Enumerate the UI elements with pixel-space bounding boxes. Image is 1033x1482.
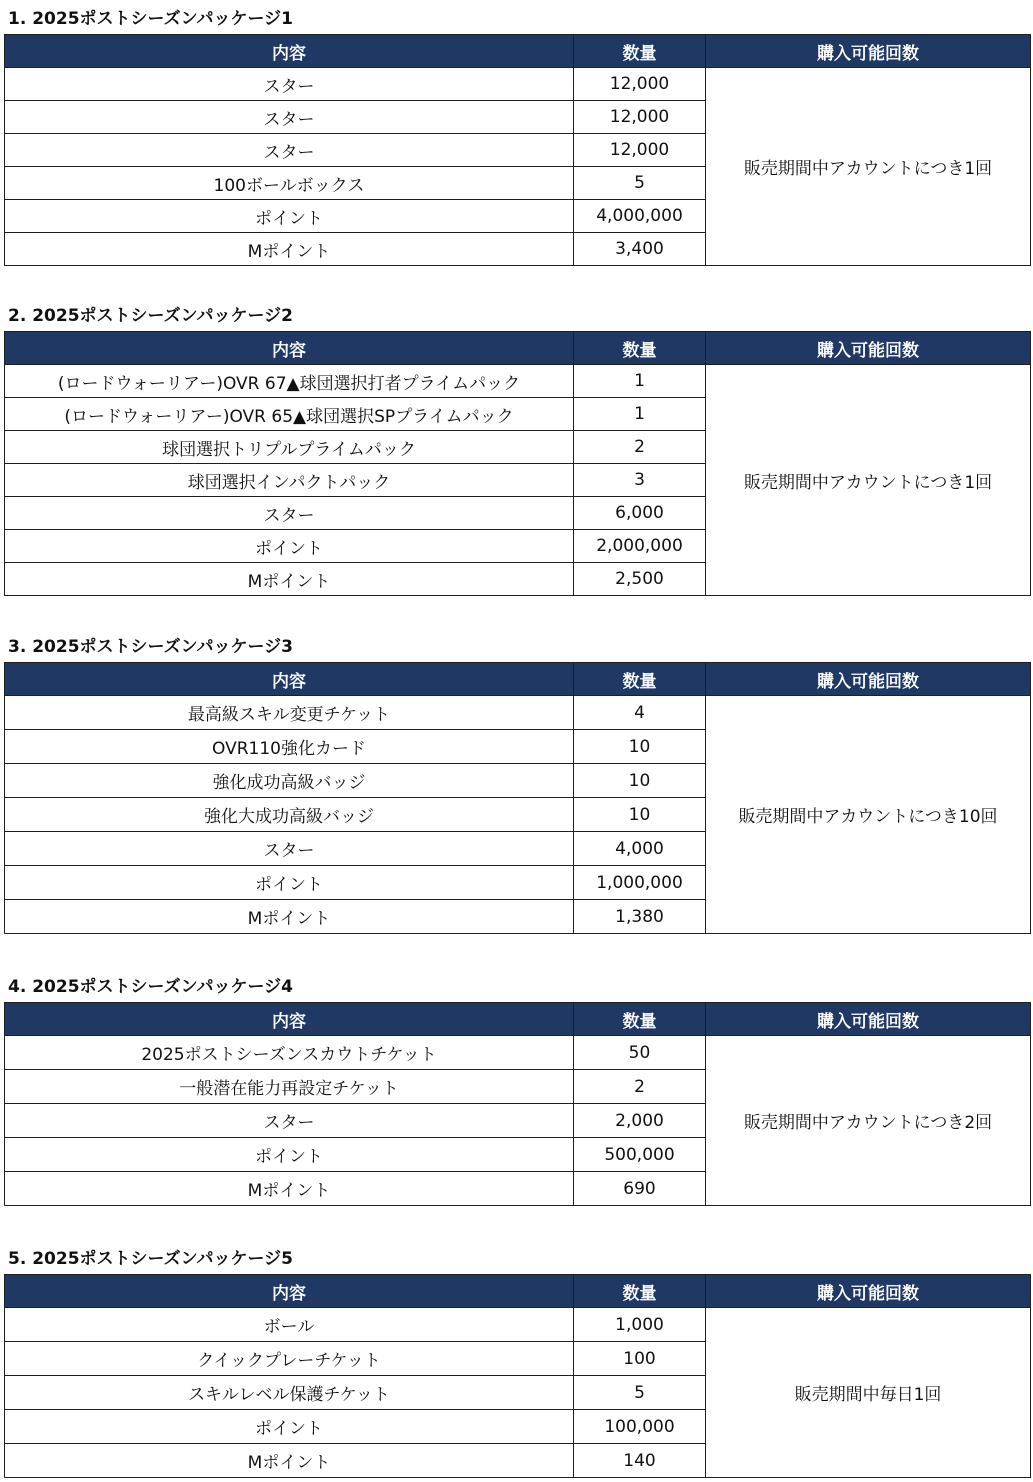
item-content: ボール (5, 1308, 574, 1342)
package-table (4, 1002, 1031, 1206)
header-row (5, 35, 1031, 68)
item-quantity: 100,000 (574, 1410, 706, 1444)
item-content: ポイント (5, 1138, 574, 1172)
item-quantity: 10 (574, 730, 706, 764)
table-row (5, 696, 1031, 730)
table-row (5, 365, 1031, 398)
header-quantity: 数量 (574, 1003, 706, 1036)
package-title: 2. 2025ポストシーズンパッケージ2 (8, 306, 293, 326)
table-row (5, 68, 1031, 101)
item-content: Mポイント (5, 563, 574, 596)
header-limit: 購入可能回数 (706, 1003, 1031, 1036)
package-title: 4. 2025ポストシーズンパッケージ4 (8, 977, 293, 997)
item-quantity: 4 (574, 696, 706, 730)
header-row (5, 663, 1031, 696)
item-quantity: 12,000 (574, 101, 706, 134)
item-quantity: 1 (574, 398, 706, 431)
package-table (4, 662, 1031, 934)
item-content: スター (5, 134, 574, 167)
item-quantity: 1,380 (574, 900, 706, 934)
item-content: ポイント (5, 530, 574, 563)
item-content: スター (5, 497, 574, 530)
item-quantity: 4,000,000 (574, 200, 706, 233)
package-title: 3. 2025ポストシーズンパッケージ3 (8, 637, 293, 657)
item-quantity: 2 (574, 1070, 706, 1104)
item-content: スキルレベル保護チケット (5, 1376, 574, 1410)
header-quantity: 数量 (574, 663, 706, 696)
package-section (4, 1244, 1030, 1478)
item-content: 強化大成功高級バッジ (5, 798, 574, 832)
package-title: 5. 2025ポストシーズンパッケージ5 (8, 1249, 293, 1269)
purchase-limit: 販売期間中アカウントにつき2回 (706, 1036, 1031, 1206)
item-quantity: 3,400 (574, 233, 706, 266)
package-section (4, 972, 1030, 1206)
header-content: 内容 (5, 332, 574, 365)
item-content: スター (5, 1104, 574, 1138)
item-quantity: 6,000 (574, 497, 706, 530)
item-quantity: 12,000 (574, 134, 706, 167)
item-content: ポイント (5, 1410, 574, 1444)
item-quantity: 10 (574, 764, 706, 798)
item-content: 2025ポストシーズンスカウトチケット (5, 1036, 574, 1070)
item-content: Mポイント (5, 900, 574, 934)
package-title: 1. 2025ポストシーズンパッケージ1 (8, 9, 293, 29)
package-section (4, 632, 1030, 934)
table-row (5, 1308, 1031, 1342)
item-content: スター (5, 101, 574, 134)
item-content: スター (5, 68, 574, 101)
purchase-limit: 販売期間中アカウントにつき1回 (706, 365, 1031, 596)
header-row (5, 1003, 1031, 1036)
item-quantity: 2,500 (574, 563, 706, 596)
item-content: 球団選択インパクトパック (5, 464, 574, 497)
item-content: Mポイント (5, 1444, 574, 1478)
item-quantity: 10 (574, 798, 706, 832)
header-row (5, 1275, 1031, 1308)
header-limit: 購入可能回数 (706, 332, 1031, 365)
item-content: Mポイント (5, 233, 574, 266)
header-content: 内容 (5, 35, 574, 68)
item-content: 最高級スキル変更チケット (5, 696, 574, 730)
header-quantity: 数量 (574, 35, 706, 68)
package-table (4, 331, 1031, 596)
item-content: ポイント (5, 866, 574, 900)
header-quantity: 数量 (574, 332, 706, 365)
item-quantity: 140 (574, 1444, 706, 1478)
item-content: (ロードウォーリアー)OVR 65▲球団選択SPプライムパック (5, 398, 574, 431)
package-section (4, 301, 1030, 596)
purchase-limit: 販売期間中アカウントにつき10回 (706, 696, 1031, 934)
package-table (4, 34, 1031, 266)
header-content: 内容 (5, 1275, 574, 1308)
item-quantity: 50 (574, 1036, 706, 1070)
header-content: 内容 (5, 1003, 574, 1036)
item-quantity: 5 (574, 167, 706, 200)
item-quantity: 1 (574, 365, 706, 398)
item-content: 100ボールボックス (5, 167, 574, 200)
item-quantity: 4,000 (574, 832, 706, 866)
item-content: 強化成功高級バッジ (5, 764, 574, 798)
item-content: 一般潜在能力再設定チケット (5, 1070, 574, 1104)
item-quantity: 500,000 (574, 1138, 706, 1172)
item-quantity: 1,000,000 (574, 866, 706, 900)
item-content: 球団選択トリプルプライムパック (5, 431, 574, 464)
item-quantity: 2,000,000 (574, 530, 706, 563)
item-quantity: 2,000 (574, 1104, 706, 1138)
item-content: Mポイント (5, 1172, 574, 1206)
item-content: クイックプレーチケット (5, 1342, 574, 1376)
package-section (4, 4, 1030, 266)
item-quantity: 12,000 (574, 68, 706, 101)
header-limit: 購入可能回数 (706, 1275, 1031, 1308)
header-limit: 購入可能回数 (706, 35, 1031, 68)
item-content: (ロードウォーリアー)OVR 67▲球団選択打者プライムパック (5, 365, 574, 398)
item-quantity: 690 (574, 1172, 706, 1206)
header-row (5, 332, 1031, 365)
item-quantity: 3 (574, 464, 706, 497)
header-content: 内容 (5, 663, 574, 696)
purchase-limit: 販売期間中毎日1回 (706, 1308, 1031, 1478)
package-table (4, 1274, 1031, 1478)
purchase-limit: 販売期間中アカウントにつき1回 (706, 68, 1031, 266)
item-content: スター (5, 832, 574, 866)
item-quantity: 2 (574, 431, 706, 464)
item-content: OVR110強化カード (5, 730, 574, 764)
item-quantity: 1,000 (574, 1308, 706, 1342)
item-content: ポイント (5, 200, 574, 233)
item-quantity: 5 (574, 1376, 706, 1410)
header-limit: 購入可能回数 (706, 663, 1031, 696)
header-quantity: 数量 (574, 1275, 706, 1308)
table-row (5, 1036, 1031, 1070)
item-quantity: 100 (574, 1342, 706, 1376)
